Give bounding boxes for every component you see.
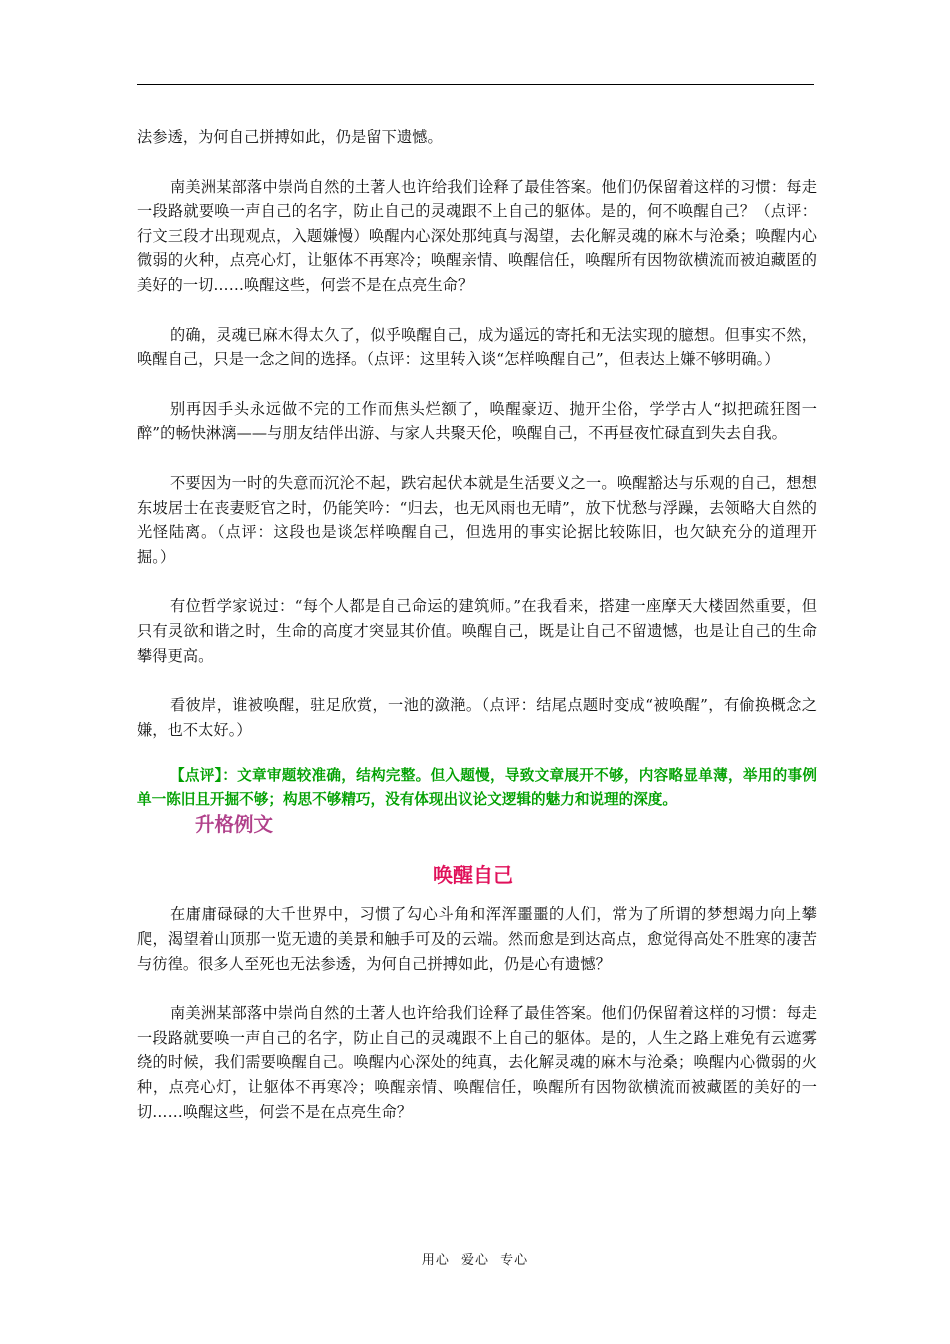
section-heading: 升格例文 — [195, 813, 274, 837]
page-body — [137, 125, 817, 1124]
paragraph: 的确，灵魂已麻木得太久了，似乎唤醒自己，成为遥远的寄托和无法实现的臆想。但事实不然，唤醒自己，只是一念之间的选择。（点评：这里转入谈“怎样唤醒自己”，但表达上嫌不够明确。） — [137, 325, 817, 369]
paragraph: 看彼岸，谁被唤醒，驻足欣赏，一池的潋滟。（点评：结尾点题时变成“被唤醒”，有偷换概念之嫌，也不太好。） — [137, 696, 817, 739]
paragraph: 在庸庸碌碌的大千世界中，习惯了勾心斗角和浑浑噩噩的人们，常为了所谓的梦想竭力向上攀爬，渴望着山顶那一览无遗的美景和触手可及的云端。然而愈是到达高点，愈觉得高处不胜寒的凄苦与彷徨。很多人至死也无法参透，为何自己拼搏如此，仍是心有遗憾？ — [137, 905, 817, 973]
essay-title: 唤醒自己 — [433, 863, 513, 888]
paragraph: 南美洲某部落中崇尚自然的土著人也许给我们诠释了最佳答案。他们仍保留着这样的习惯：每走一段路就要唤一声自己的名字，防止自己的灵魂跟不上自己的躯体。是的，何不唤醒自己？（点评：行文三段才出现观点，入题嫌慢）唤醒内心深处那纯真与渴望，去化解灵魂的麻木与沧桑；唤醒内心微弱的火种，点亮心灯，让躯体不再寒冷；唤醒亲情、唤醒信任，唤醒所有因物欲横流而被迫藏匿的美好的一切……唤醒这些，何尝不是在点亮生命？ — [137, 177, 817, 294]
page-footer: 用心 爱心 专心 — [421, 1253, 529, 1268]
header-rule — [137, 84, 814, 85]
paragraph: 有位哲学家说过：“每个人都是自己命运的建筑师。”在我看来，搭建一座摩天大楼固然重要，但只有灵欲和谐之时，生命的高度才突显其价值。唤醒自己，既是让自己不留遗憾，也是让自己的生命攀得更高。 — [137, 597, 817, 665]
paragraph: 不要因为一时的失意而沉沦不起，跌宕起伏本就是生活要义之一。唤醒豁达与乐观的自己，想想东坡居士在丧妻贬官之时，仍能笑吟：“归去，也无风雨也无晴”，放下忧愁与浮躁，去领略大自然的光怪陆离。（点评：这段也是谈怎样唤醒自己，但选用的事实论据比较陈旧，也欠缺充分的道理开掘。） — [137, 473, 817, 566]
review-comment: 【点评】：文章审题较准确，结构完整。但入题慢，导致文章展开不够，内容略显单薄，举用的事例单一陈旧且开掘不够；构思不够精巧，没有体现出议论文逻辑的魅力和说理的深度。 — [137, 767, 817, 808]
paragraph: 别再因手头永远做不完的工作而焦头烂额了，唤醒豪迈、抛开尘俗，学学古人“拟把疏狂图一醉”的畅快淋漓——与朋友结伴出游、与家人共聚天伦，唤醒自己，不再昼夜忙碌直到失去自我。 — [137, 399, 817, 443]
paragraph-continued: 法参透，为何自己拼搏如此，仍是留下遗憾。 — [137, 128, 443, 146]
paragraph: 南美洲某部落中崇尚自然的土著人也许给我们诠释了最佳答案。他们仍保留着这样的习惯：每走一段路就要唤一声自己的名字，防止自己的灵魂跟不上自己的躯体。是的，人生之路上难免有云遮雾绕的时候，我们需要唤醒自己。唤醒内心深处的纯真，去化解灵魂的麻木与沧桑；唤醒内心微弱的火种，点亮心灯，让躯体不再寒冷；唤醒亲情、唤醒信任，唤醒所有因物欲横流而被藏匿的美好的一切……唤醒这些，何尝不是在点亮生命？ — [137, 1004, 817, 1121]
